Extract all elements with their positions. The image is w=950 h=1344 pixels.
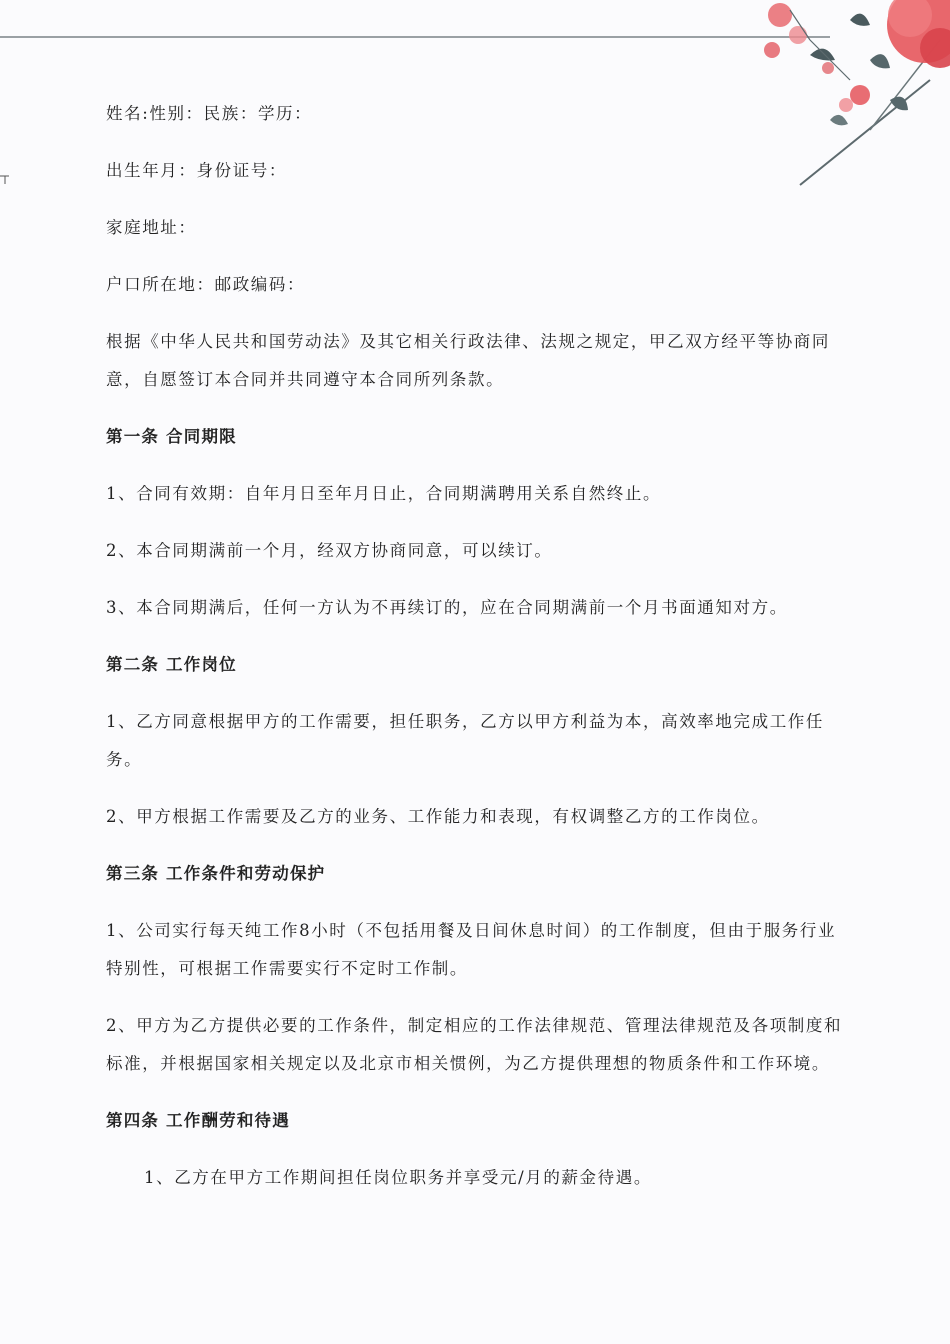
personal-info-line: 姓名:性别：民族：学历： — [106, 104, 313, 123]
preamble-paragraph: 根据《中华人民共和国劳动法》及其它相关行政法律、法规之规定，甲乙双方经平等协商同意，自愿签订本合同并共同遵守本合同所列条款。 — [106, 332, 830, 389]
header-rule — [0, 36, 830, 38]
article-4-item-1: 1、乙方在甲方工作期间担任岗位职务并享受元/月的薪金待遇。 — [144, 1168, 652, 1187]
article-1-item-2: 2、本合同期满前一个月，经双方协商同意，可以续订。 — [106, 541, 553, 560]
article-2-item-1: 1、乙方同意根据甲方的工作需要，担任职务，乙方以甲方利益为本，高效率地完成工作任务。 — [106, 712, 824, 769]
household-postcode-line: 户口所在地：邮政编码： — [106, 275, 306, 294]
article-4-heading: 第四条 工作酬劳和待遇 — [106, 1111, 290, 1130]
article-1-item-1: 1、合同有效期：自年月日至年月日止，合同期满聘用关系自然终止。 — [106, 484, 662, 503]
article-3-heading: 第三条 工作条件和劳动保护 — [106, 864, 326, 883]
article-2-heading: 第二条 工作岗位 — [106, 655, 237, 674]
article-1-item-3: 3、本合同期满后，任何一方认为不再续订的，应在合同期满前一个月书面通知对方。 — [106, 598, 788, 617]
article-3-item-2: 2、甲方为乙方提供必要的工作条件，制定相应的工作法律规范、管理法律规范及各项制度和标准，并根据国家相关规定以及北京市相关惯例，为乙方提供理想的物质条件和工作环境。 — [106, 1016, 843, 1073]
article-1-heading: 第一条 合同期限 — [106, 427, 237, 446]
contract-body — [106, 95, 846, 1216]
article-3-item-1: 1、公司实行每天纯工作8小时（不包括用餐及日间休息时间）的工作制度，但由于服务行业特别性，可根据工作需要实行不定时工作制。 — [106, 921, 837, 978]
margin-mark-icon — [0, 172, 10, 186]
home-address-line: 家庭地址： — [106, 218, 197, 237]
birth-id-line: 出生年月：身份证号： — [106, 161, 287, 180]
article-2-item-2: 2、甲方根据工作需要及乙方的业务、工作能力和表现，有权调整乙方的工作岗位。 — [106, 807, 770, 826]
